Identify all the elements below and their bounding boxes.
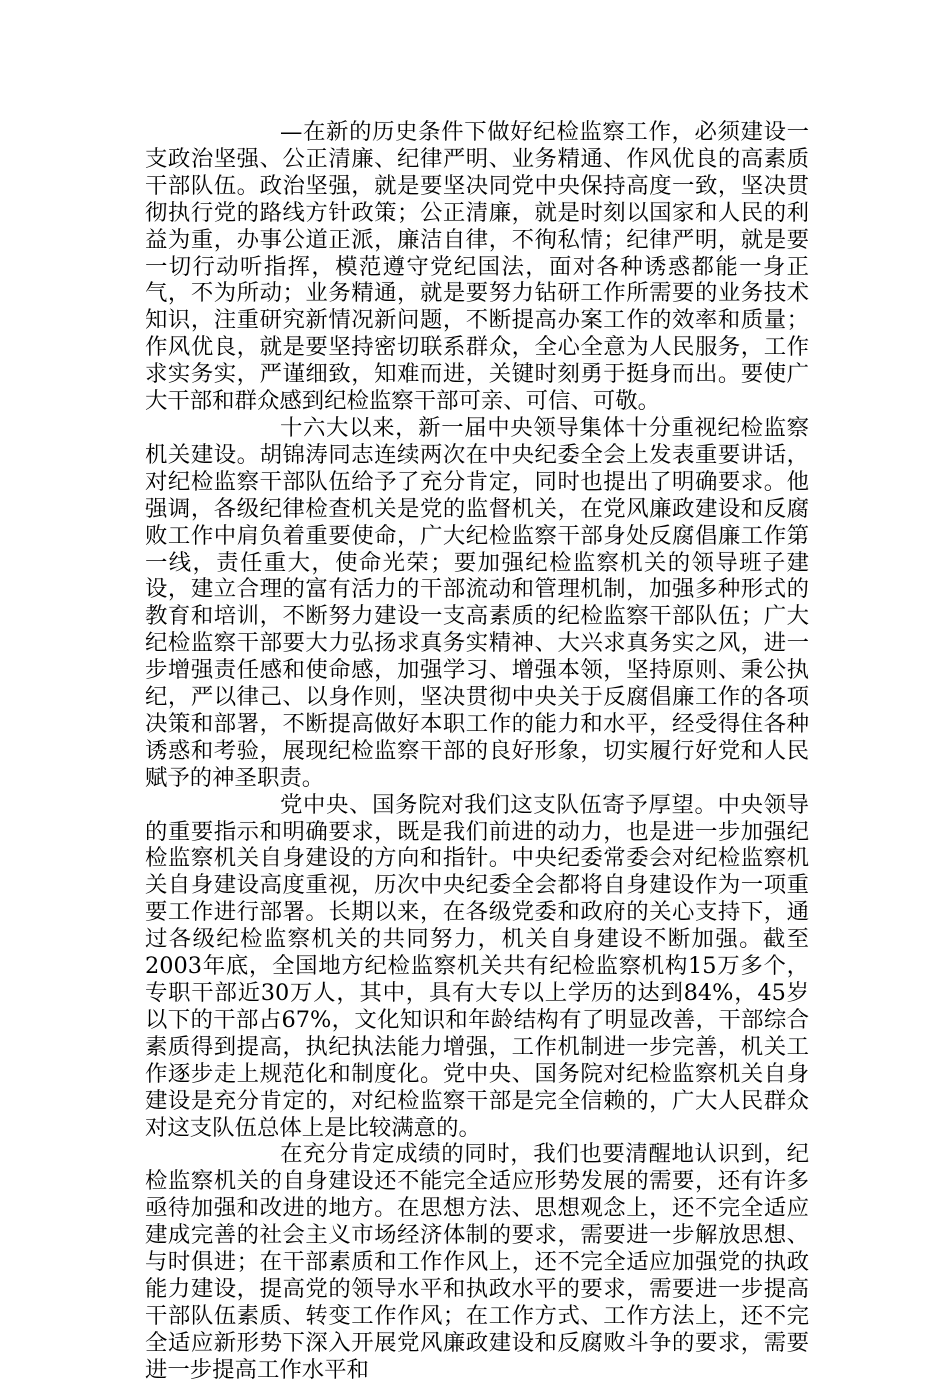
paragraph-3: 党中央、国务院对我们这支队伍寄予厚望。中央领导的重要指示和明确要求，既是我们前进的动力，也是进一步加强纪检监察机关自身建设的方向和指针。中央纪委常委会对纪检监察机关自身建设高度重视，历次中央纪委全会都将自身建设作为一项重要工作进行部署。长期以来，在各级党委和政府的关心支持下，通过各级纪检监察机关的共同努力，机关自身建设不断加强。截至2003年底，全国地方纪检监察机关共有纪检监察机构15万多个，专职干部近30万人，其中，具有大专以上学历的达到84%，45岁以下的干部占67%，文化知识和年龄结构有了明显改善，干部综合素质得到提高，执纪执法能力增强，工作机制进一步完善，机关工作逐步走上规范化和制度化。党中央、国务院对纪检监察机关自身建设是充分肯定的，对纪检监察干部是完全信赖的，广大人民群众对这支队伍总体上是比较满意的。	[145, 791, 809, 1141]
paragraph-2: 十六大以来，新一届中央领导集体十分重视纪检监察机关建设。胡锦涛同志连续两次在中央纪委全会上发表重要讲话，对纪检监察干部队伍给予了充分肯定，同时也提出了明确要求。他强调，各级纪律检查机关是党的监督机关，在党风廉政建设和反腐败工作中肩负着重要使命，广大纪检监察干部身处反腐倡廉工作第一线，责任重大，使命光荣；要加强纪检监察机关的领导班子建设，建立合理的富有活力的干部流动和管理机制，加强多种形式的教育和培训，不断努力建设一支高素质的纪检监察干部队伍；广大纪检监察干部要大力弘扬求真务实精神、大兴求真务实之风，进一步增强责任感和使命感，加强学习、增强本领，坚持原则、秉公执纪，严以律己、以身作则，坚决贯彻中央关于反腐倡廉工作的各项决策和部署，不断提高做好本职工作的能力和水平，经受得住各种诱惑和考验，展现纪检监察干部的良好形象，切实履行好党和人民赋予的神圣职责。	[145, 414, 809, 791]
paragraph-1: —在新的历史条件下做好纪检监察工作，必须建设一支政治坚强、公正清廉、纪律严明、业务精通、作风优良的高素质干部队伍。政治坚强，就是要坚决同党中央保持高度一致，坚决贯彻执行党的路线方针政策；公正清廉，就是时刻以国家和人民的利益为重，办事公道正派，廉洁自律，不徇私情；纪律严明，就是要一切行动听指挥，模范遵守党纪国法，面对各种诱惑都能一身正气，不为所动；业务精通，就是要努力钻研工作所需要的业务技术知识，注重研究新情况新问题，不断提高办案工作的效率和质量；作风优良，就是要坚持密切联系群众，全心全意为人民服务，工作求实务实，严谨细致，知难而进，关键时刻勇于挺身而出。要使广大干部和群众感到纪检监察干部可亲、可信、可敬。	[145, 119, 809, 415]
document-body	[145, 119, 809, 1384]
paragraph-4: 在充分肯定成绩的同时，我们也要清醒地认识到，纪检监察机关的自身建设还不能完全适应形势发展的需要，还有许多亟待加强和改进的地方。在思想方法、思想观念上，还不完全适应建成完善的社会主义市场经济体制的要求，需要进一步解放思想、与时俱进；在干部素质和工作作风上，还不完全适应加强党的执政能力建设，提高党的领导水平和执政水平的要求，需要进一步提高干部队伍素质、转变工作作风；在工作方式、工作方法上，还不完全适应新形势下深入开展党风廉政建设和反腐败斗争的要求，需要进一步提高工作水平和	[145, 1141, 809, 1383]
